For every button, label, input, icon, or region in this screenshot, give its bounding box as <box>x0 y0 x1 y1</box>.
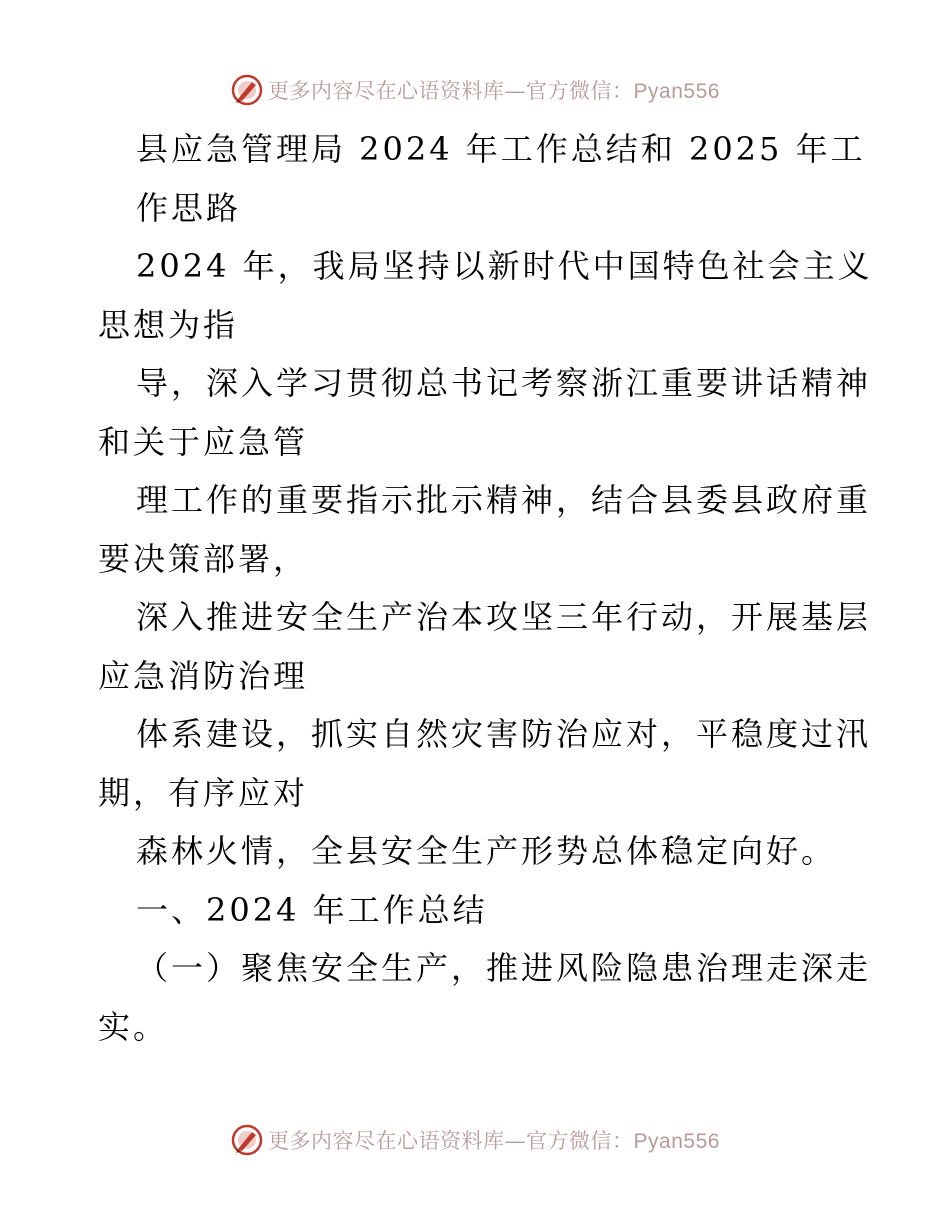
header-watermark-banner <box>0 70 950 110</box>
pen-nib-logo-icon <box>230 73 264 107</box>
paragraph-line: 期，有序应对 <box>98 773 309 812</box>
subsection-heading-line: （一）聚焦安全生产，推进风险隐患治理走深走 <box>136 949 872 987</box>
paragraph-line: 思想为指 <box>98 305 239 344</box>
paragraph-line: 导，深入学习贯彻总书记考察浙江重要讲话精神 <box>136 364 872 402</box>
paragraph-line: 深入推进安全生产治本攻坚三年行动，开展基层 <box>136 598 872 636</box>
paragraph-line: 体系建设，抓实自然灾害防治应对，平稳度过汛 <box>136 715 872 753</box>
footer-watermark-banner <box>0 1120 950 1160</box>
subsection-heading-line: 实。 <box>98 1007 169 1046</box>
watermark-text: 更多内容尽在心语资料库—官方微信：Pyan556 <box>268 79 720 103</box>
section-heading: 一、2024 年工作总结 <box>136 890 488 929</box>
document-title-line-1: 县应急管理局 2024 年工作总结和 2025 年工 <box>136 130 866 168</box>
paragraph-line: 森林火情，全县安全生产形势总体稳定向好。 <box>136 832 837 870</box>
document-body <box>98 120 873 1056</box>
paragraph-line: 和关于应急管 <box>98 422 309 461</box>
watermark-text: 更多内容尽在心语资料库—官方微信：Pyan556 <box>268 1129 720 1153</box>
document-title-line-2: 作思路 <box>136 188 242 227</box>
pen-nib-logo-icon <box>230 1123 264 1157</box>
paragraph-line: 要决策部署， <box>98 539 309 578</box>
paragraph-line: 应急消防治理 <box>98 656 309 695</box>
paragraph-line: 2024 年，我局坚持以新时代中国特色社会主义 <box>136 247 873 285</box>
paragraph-line: 理工作的重要指示批示精神，结合县委县政府重 <box>136 481 872 519</box>
